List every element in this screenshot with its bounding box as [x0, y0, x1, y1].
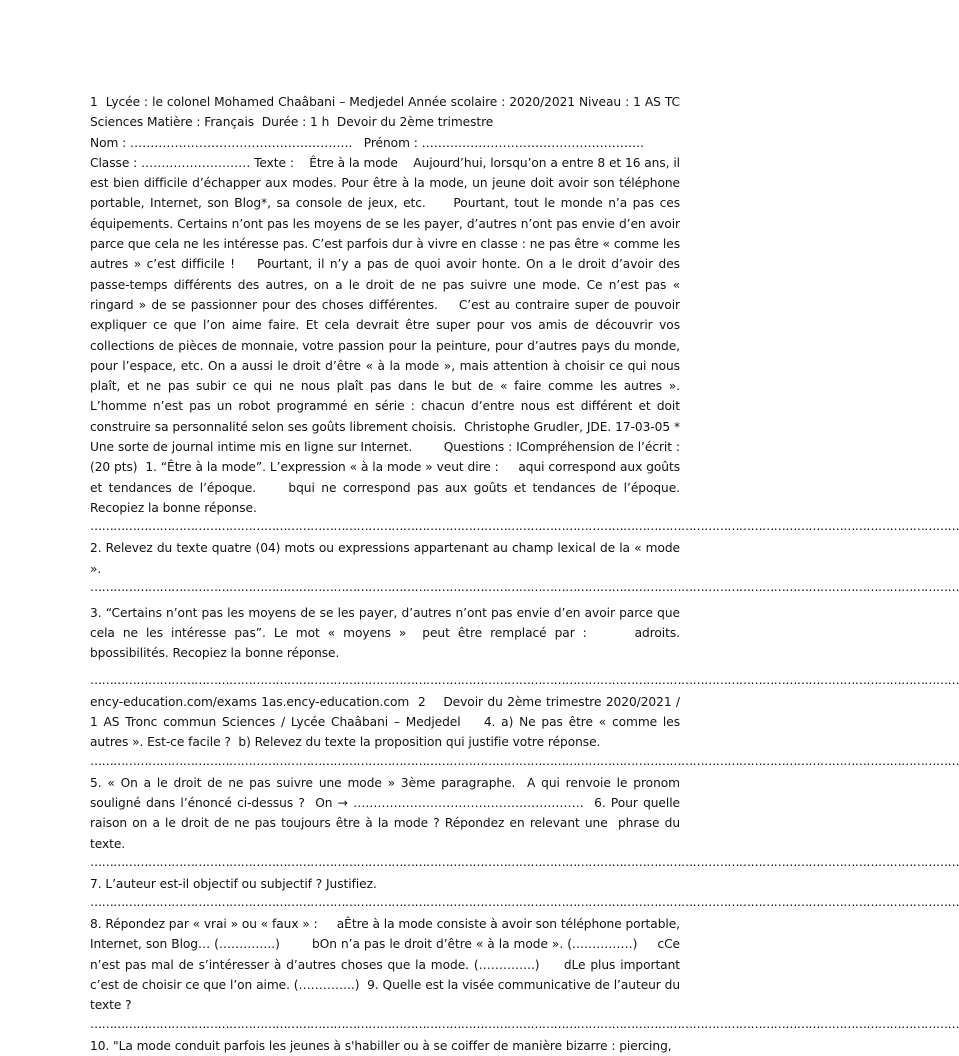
- question-3: 3. “Certains n’ont pas les moyens de se les payer, d’autres n’ont pas envie d’en avoir parce que cela ne les intéresse pas”. Le mot « moyens » peut être remplacé par : adroits. bpossibilités. Recopiez la bonne réponse.: [90, 605, 703, 661]
- question-7: 7. L’auteur est-il objectif ou subjectif ? Justifiez.: [90, 876, 377, 891]
- text-and-question-1: Classe : ……………………… Texte : Être à la mode Aujourd’hui, lorsqu’on a entre 8 et 16 ans, il est bien difficile d’échapper aux modes. Pour être à la mode, un jeune doit avoir son téléphone portable, Internet, son Blog*, sa console de jeux, etc. Pourtant, tout le monde n’a pas ces équipements. Certains n’ont pas les moyens de se les payer, d’autres n’ont pas envie d’en avoir parce que cela ne les intéresse pas. C’est parfois dur à vivre en classe : ne pas être « comme les autres » c’est difficile ! Pourtant, il n’y a pas de quoi avoir honte. On a le droit d’avoir des passe-temps différents des autres, on a le droit de ne pas suivre une mode. Ce n’est pas « ringard » de se passionner pour des choses différentes. C’est au contraire super de pouvoir expliquer ce que l’on aime faire. Et cela devrait être super pour vos amis de découvrir vos collections de pièces de monnaie, votre passion pour la peinture, pour d’autres pays du monde, pour l’espace, etc. On a aussi le droit d’être « à la mode », mais attention à choisir ce qui nous plaît, et ne pas subir ce qui ne nous plaît pas dans le but de « faire comme les autres ». L’homme n’est pas un robot programmé en série : chacun d’entre nous est différent et doit construire sa personnalité selon ses goûts librement choisis. Christophe Grudler, JDE. 17-03-05 * Une sorte de journal intime mis en ligne sur Internet. Questions : ICompréhension de l’écrit : (20 pts) 1. “Être à la mode”. L’expression « à la mode » veut dire : aqui correspond aux goûts et tendances de l’époque. bqui ne correspond pas aux goûts et tendances de l’époque. Recopiez la bonne réponse.: [90, 155, 696, 515]
- question-4-with-footer: ency-education.com/exams 1as.ency-education.com 2 Devoir du 2ème trimestre 2020/2021 / 1 AS Tronc commun Sciences / Lycée Chaâbani – Medjedel 4. a) Ne pas être « comme les autres ». Est-ce facile ? b) Relevez du texte la proposition qui justifie votre réponse.: [90, 694, 684, 750]
- header-paragraph: 1 Lycée : le colonel Mohamed Chaâbani – Medjedel Année scolaire : 2020/2021 Niveau : 1 AS TC Sciences Matière : Français Durée : 1 h Devoir du 2ème trimestre: [90, 95, 684, 130]
- name-line: Nom : ………………………………………………. Prénom : ……………………………………………….: [90, 135, 644, 150]
- answer-line-6: ………………………………………………………………………………………………………………………………………………………………………………………………………: [90, 895, 959, 910]
- answer-line-4: ………………………………………………………………………………………………………………………………………………………………………………………………………: [90, 753, 959, 768]
- question-2: 2. Relevez du texte quatre (04) mots ou expressions appartenant au champ lexical de la « mode ».: [90, 541, 684, 576]
- question-8-9: 8. Répondez par « vrai » ou « faux » : aÊtre à la mode consiste à avoir son téléphone portable, Internet, son Blog… (…………..) bOn n’a pas le droit d’être « à la mode ». (……………) cCe n’est pas mal de s’intéresser à d’autres choses que la mode. (…………..) dLe plus important c’est de choisir ce que l’on aime. (…………..) 9. Quelle est la visée communicative de l’auteur du texte ?: [90, 917, 684, 1013]
- document-page: [90, 92, 959, 1056]
- answer-line-2: ………………………………………………………………………………………………………………………………………………………………………………………………………: [90, 579, 959, 594]
- answer-line-7: ………………………………………………………………………………………………………………………………………………………………………………………………………: [90, 1016, 959, 1031]
- answer-line-1: ………………………………………………………………………………………………………………………………………………………………………………………………………: [90, 519, 959, 534]
- question-10: 10. "La mode conduit parfois les jeunes à s'habiller ou à se coiffer de manière bizarre : piercing,: [90, 1038, 672, 1053]
- question-5-6: 5. « On a le droit de ne pas suivre une mode » 3ème paragraphe. A qui renvoie le pronom souligné dans l’énoncé ci-dessus ? On → ………………………………………………… 6. Pour quelle raison on a le droit de ne pas toujours être à la mode ? Répondez en relevant une phrase du texte.: [90, 775, 684, 851]
- answer-line-5: ………………………………………………………………………………………………………………………………………………………………………………………………………: [90, 854, 959, 869]
- answer-line-3: ………………………………………………………………………………………………………………………………………………………………………………………………………: [90, 672, 959, 687]
